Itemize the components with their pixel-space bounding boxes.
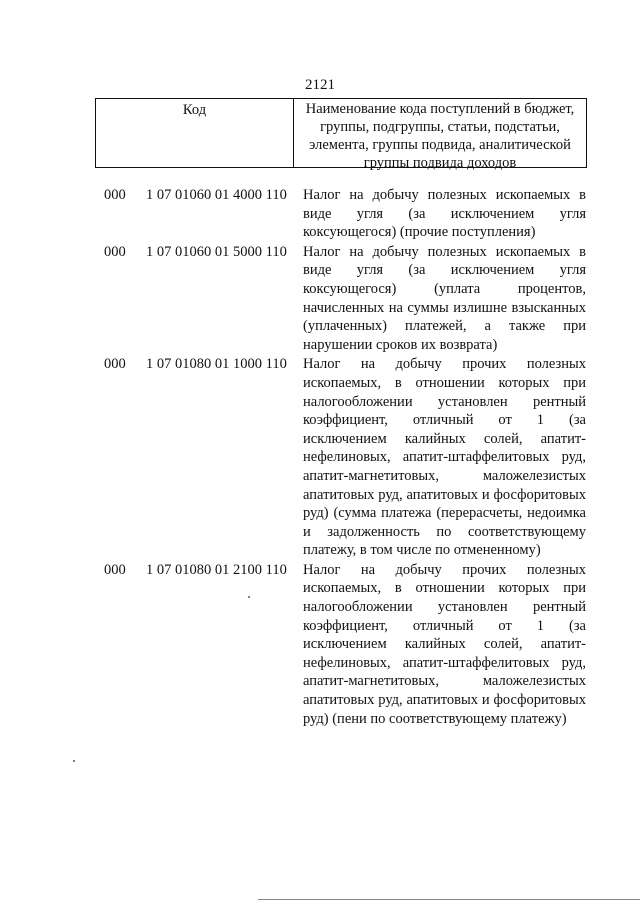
income-description: Налог на добычу полезных ископаемых в виде угля (за исключением угля коксующегося) (уплата процентов, начисленных на суммы излишне взысканных (уплаченных) платежей, а также при нарушении сроков их возврата)	[303, 243, 586, 353]
table-row	[0, 243, 640, 355]
table-row	[0, 186, 640, 242]
admin-code: 000	[104, 243, 126, 260]
scan-edge-line	[258, 899, 640, 900]
admin-code: 000	[104, 561, 126, 578]
table-row	[0, 561, 640, 728]
scan-speck	[248, 596, 250, 598]
income-code: 1 07 01060 01 5000 110	[146, 243, 287, 260]
header-name-column: Наименование кода поступлений в бюджет, группы, подгруппы, статьи, подстатьи, элемента, группы подвида, аналитической группы подвида доходов	[305, 101, 575, 171]
admin-code: 000	[104, 356, 126, 373]
table-header	[95, 98, 587, 171]
income-code: 1 07 01060 01 4000 110	[146, 187, 287, 203]
income-description: Налог на добычу полезных ископаемых в виде угля (за исключением угля коксующегося) (прочие поступления)	[303, 187, 586, 241]
income-codes-list	[0, 186, 640, 728]
income-description: Налог на добычу прочих полезных ископаемых, в отношении которых при налогообложении установлен рентный коэффициент, отличный от 1 (за исключением калийных солей, апатит-нефелиновых, апатит-штаффелитовых руд, апатит-магнетитовых, маложелезистых апатитовых руд, апатитовых и фосфоритовых руд) (пени по соответствующему платежу)	[303, 561, 586, 727]
admin-code: 000	[104, 187, 126, 203]
table-row	[0, 355, 640, 560]
income-code: 1 07 01080 01 2100 110	[146, 561, 287, 578]
income-description: Налог на добычу прочих полезных ископаемых, в отношении которых при налогообложении установлен рентный коэффициент, отличный от 1 (за исключением калийных солей, апатит-нефелиновых, апатит-штаффелитовых руд, апатит-магнетитовых, маложелезистых апатитовых руд, апатитовых и фосфоритовых руд) (сумма платежа (перерасчеты, недоимка и задолженность по соответствующему платежу, в том числе по отмененному)	[303, 356, 586, 559]
header-code-column: Код	[96, 99, 294, 167]
income-code: 1 07 01080 01 1000 110	[146, 356, 287, 373]
page-number: 2121	[305, 77, 335, 93]
scan-speck	[73, 760, 75, 762]
